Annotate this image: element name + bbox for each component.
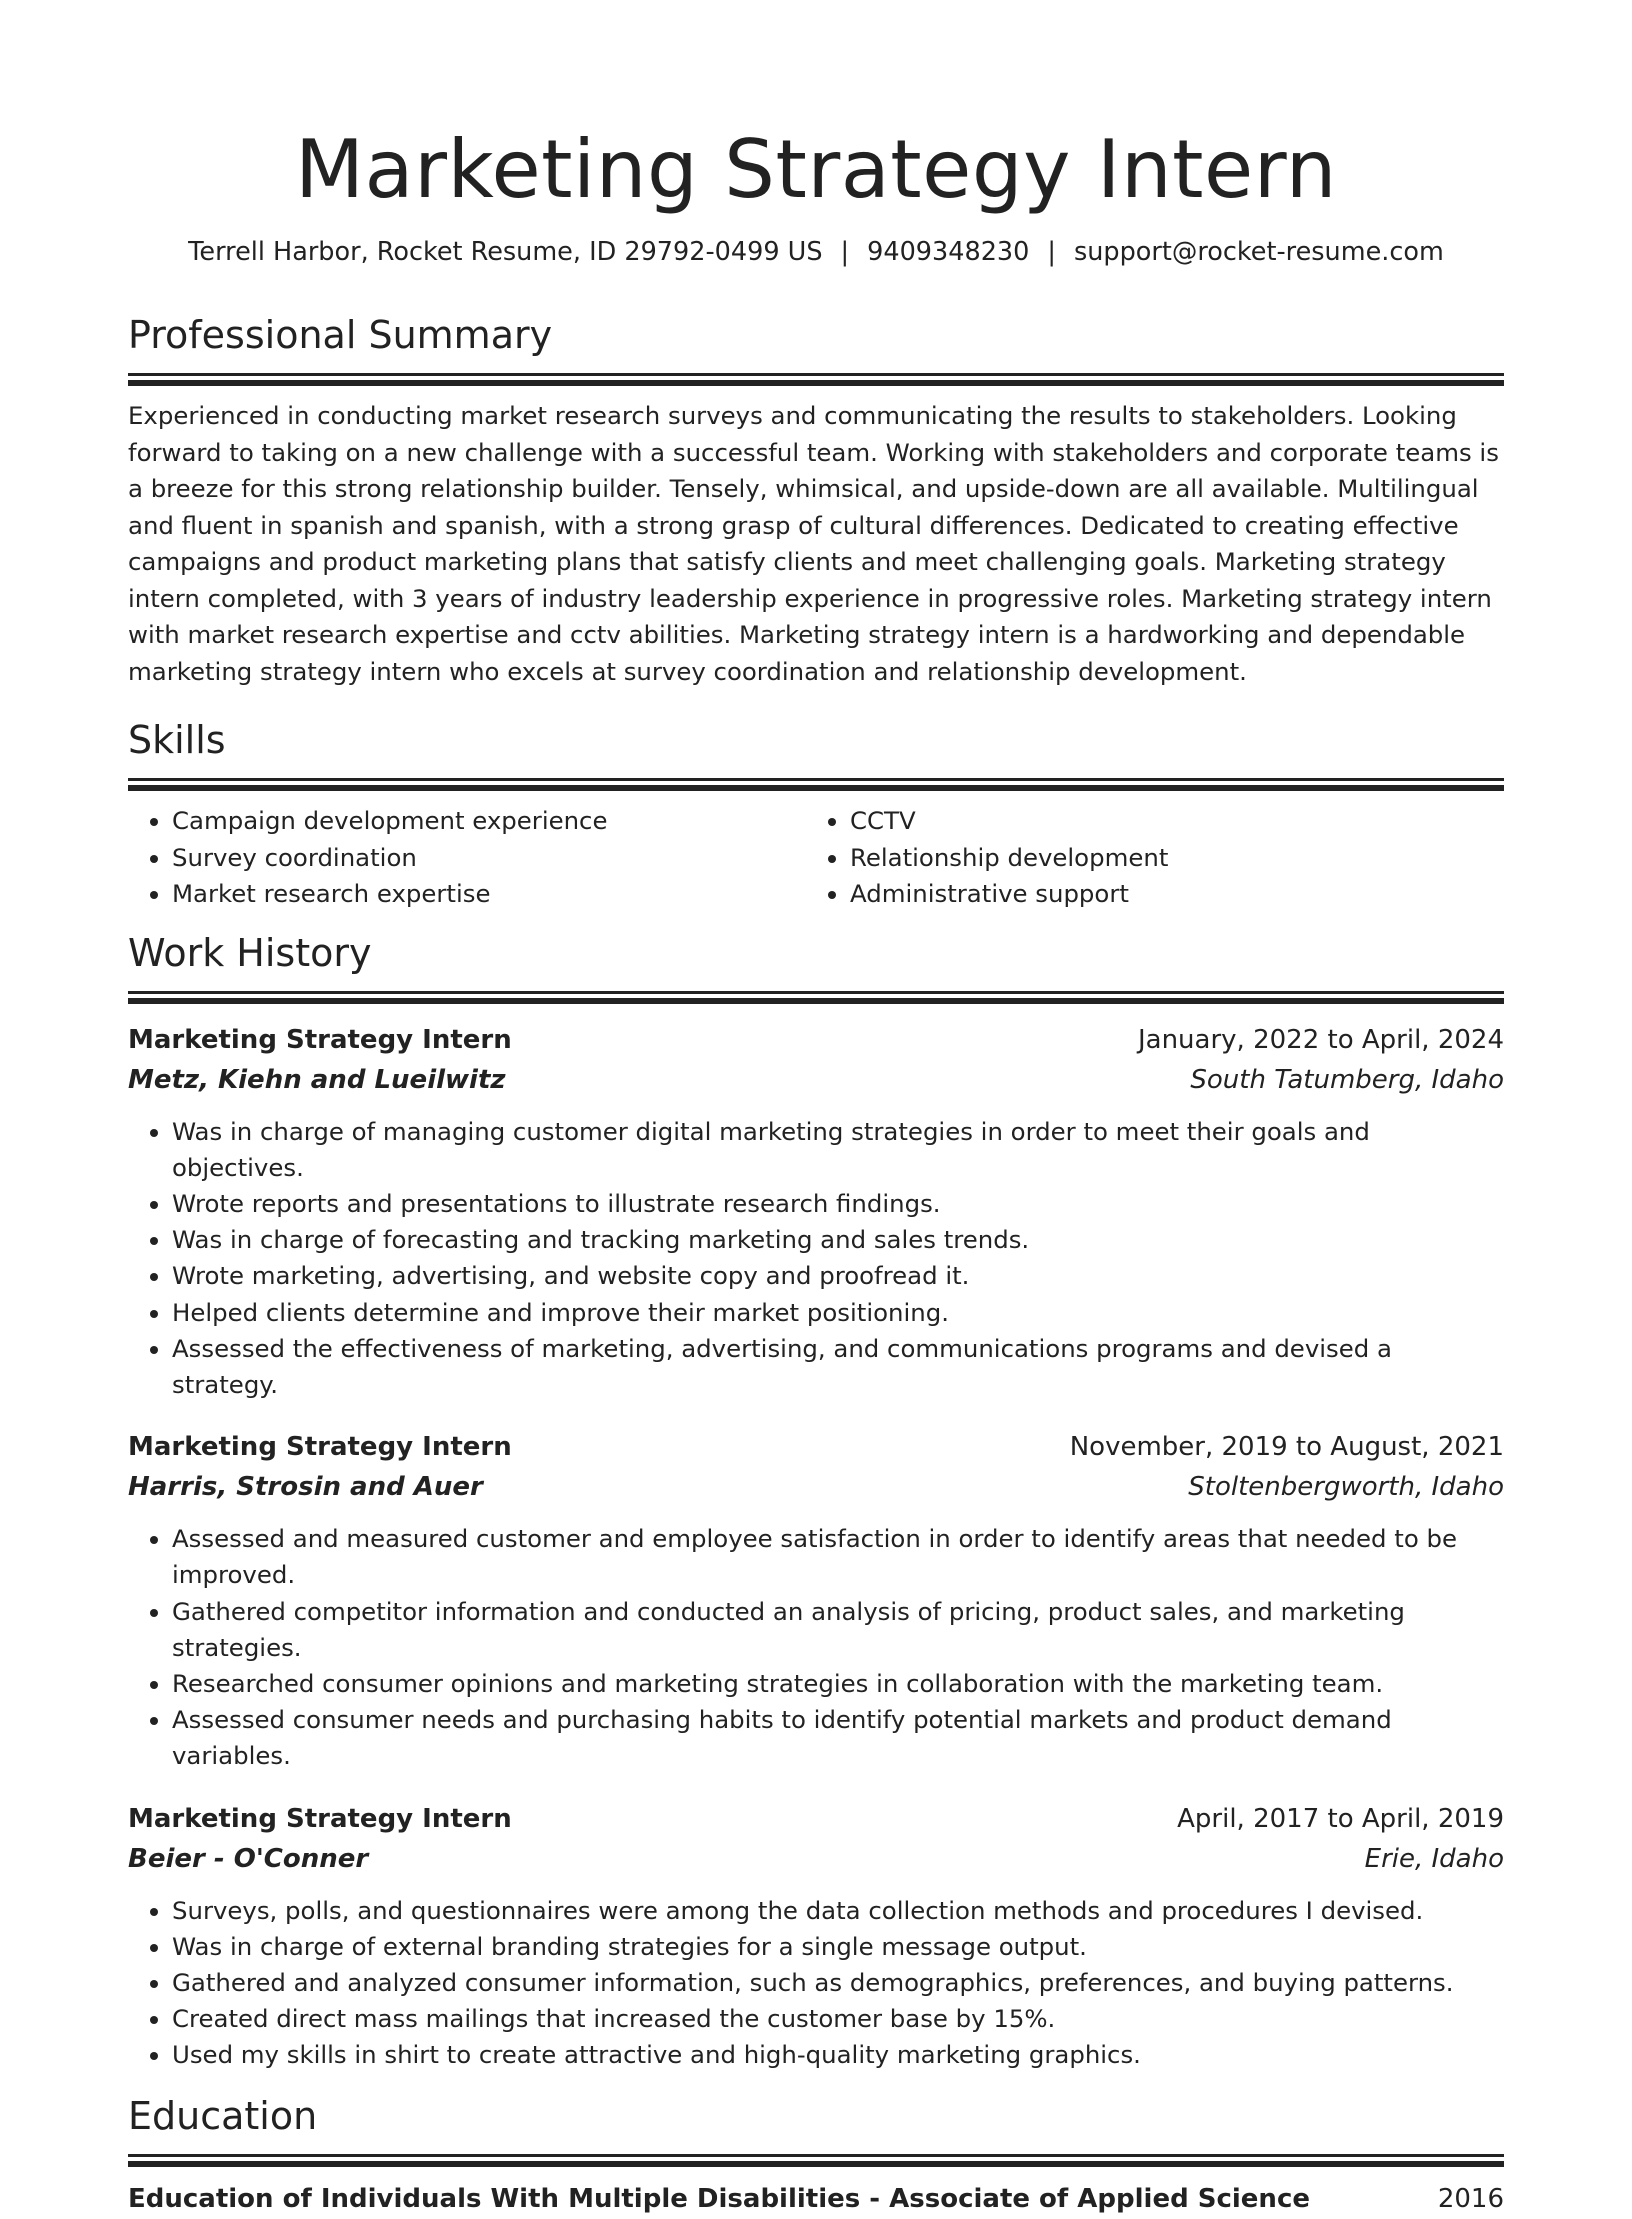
job-location: South Tatumberg, Idaho — [1190, 1064, 1504, 1095]
education-section — [128, 2092, 1504, 2219]
job-bullet: • Assessed the effectiveness of marketing, advertising, and communications programs and devised a strategy. — [172, 1331, 1504, 1403]
job-bullet: • Used my skills in shirt to create attractive and high-quality marketing graphics. — [172, 2037, 1504, 2073]
job-bullets — [128, 1893, 1504, 2074]
job-bullet: • Wrote marketing, advertising, and website copy and proofread it. — [172, 1258, 1504, 1294]
contact-address: Terrell Harbor, Rocket Resume, ID 29792-0499 US — [188, 237, 823, 267]
contact-phone: 9409348230 — [867, 237, 1030, 267]
skill-item: • Market research expertise — [172, 876, 806, 913]
job-location: Stoltenbergworth, Idaho — [1188, 1472, 1504, 1503]
summary-section — [128, 311, 1504, 690]
job-role: Marketing Strategy Intern — [128, 1803, 512, 1834]
skills-list — [128, 803, 1504, 913]
job-bullet: • Gathered and analyzed consumer information, such as demographics, preferences, and buying patterns. — [172, 1965, 1504, 2001]
job-entry — [128, 1799, 1504, 2074]
contact-email: support@rocket-resume.com — [1073, 237, 1444, 267]
job-role: Marketing Strategy Intern — [128, 1432, 512, 1463]
skills-column-left — [128, 803, 806, 913]
job-bullet: • Wrote reports and presentations to illustrate research findings. — [172, 1186, 1504, 1222]
skills-section — [128, 716, 1504, 913]
job-dates: January, 2022 to April, 2024 — [1137, 1024, 1504, 1055]
section-title-summary: Professional Summary — [128, 313, 553, 357]
section-divider — [128, 380, 1504, 386]
section-divider — [128, 2154, 1504, 2157]
job-company: Beier - O'Conner — [128, 1843, 369, 1874]
job-bullet: • Surveys, polls, and questionnaires were among the data collection methods and procedures I devised. — [172, 1893, 1504, 1929]
job-header — [128, 1020, 1504, 1060]
contact-separator: | — [840, 237, 850, 267]
job-company: Harris, Strosin and Auer — [128, 1472, 483, 1503]
skill-item: • Survey coordination — [172, 840, 806, 877]
section-title-work: Work History — [128, 930, 372, 975]
skill-item: • Relationship development — [850, 840, 1484, 877]
job-header — [128, 1427, 1504, 1467]
contact-separator: | — [1047, 237, 1056, 267]
job-bullets — [128, 1521, 1504, 1774]
job-subheader — [128, 1839, 1504, 1879]
job-dates: November, 2019 to August, 2021 — [1069, 1432, 1504, 1463]
job-bullet: • Was in charge of forecasting and tracking marketing and sales trends. — [172, 1222, 1504, 1258]
job-bullet: • Was in charge of external branding strategies for a single message output. — [172, 1929, 1504, 1965]
job-location: Erie, Idaho — [1364, 1843, 1504, 1874]
contact-line — [128, 235, 1504, 269]
job-bullet: • Assessed consumer needs and purchasing habits to identify potential markets and product demand variables. — [172, 1702, 1504, 1774]
job-bullet: • Researched consumer opinions and marketing strategies in collaboration with the marketing team. — [172, 1666, 1504, 1702]
job-bullet: • Assessed and measured customer and employee satisfaction in order to identify areas that needed to be improved. — [172, 1521, 1504, 1593]
section-divider — [128, 373, 1504, 376]
job-entry — [128, 1427, 1504, 1774]
skill-item: • CCTV — [850, 803, 1484, 840]
skill-item: • Campaign development experience — [172, 803, 806, 840]
job-role: Marketing Strategy Intern — [128, 1024, 512, 1055]
job-dates: April, 2017 to April, 2019 — [1177, 1803, 1504, 1834]
section-divider — [128, 998, 1504, 1004]
job-entry — [128, 1020, 1504, 1404]
job-bullets — [128, 1114, 1504, 1404]
work-section — [128, 929, 1504, 2074]
summary-text: Experienced in conducting market research surveys and communicating the results to stakeholders. Looking forward to taking on a new challenge with a successful team. Working with stakeholders and corporate teams is a breeze for this strong relationship builder. Tensely, whimsical, and upside-down are all available. Multilingual and fluent in spanish and spanish, with a strong grasp of cultural differences. Dedicated to creating effective campaigns and product marketing plans that satisfy clients and meet challenging goals. Marketing strategy intern completed, with 3 years of industry leadership experience in progressive roles. Marketing strategy intern with market research expertise and cctv abilities. Marketing strategy intern is a hardworking and dependable marketing strategy intern who excels at survey coordination and relationship development. — [128, 401, 1499, 686]
section-title-skills: Skills — [128, 718, 226, 762]
job-bullet: • Was in charge of managing customer digital marketing strategies in order to meet their goals and objectives. — [172, 1114, 1504, 1186]
section-divider — [128, 991, 1504, 994]
job-bullet: • Helped clients determine and improve their market positioning. — [172, 1295, 1504, 1331]
job-bullet: • Created direct mass mailings that increased the customer base by 15%. — [172, 2001, 1504, 2037]
job-subheader — [128, 1467, 1504, 1507]
education-degree: Education of Individuals With Multiple Disabilities - Associate of Applied Science — [128, 2183, 1310, 2214]
section-divider — [128, 778, 1504, 781]
section-divider — [128, 2161, 1504, 2167]
resume-page — [128, 0, 1504, 2219]
job-header — [128, 1799, 1504, 1839]
section-divider — [128, 785, 1504, 791]
skill-item: • Administrative support — [850, 876, 1484, 913]
education-year: 2016 — [1437, 2183, 1504, 2214]
resume-title: Marketing Strategy Intern — [295, 123, 1337, 216]
skills-column-right — [806, 803, 1484, 913]
education-entry — [128, 2179, 1504, 2219]
section-title-education: Education — [128, 2093, 318, 2138]
job-bullet: • Gathered competitor information and conducted an analysis of pricing, product sales, and marketing strategies. — [172, 1594, 1504, 1666]
job-company: Metz, Kiehn and Lueilwitz — [128, 1064, 506, 1095]
job-subheader — [128, 1060, 1504, 1100]
